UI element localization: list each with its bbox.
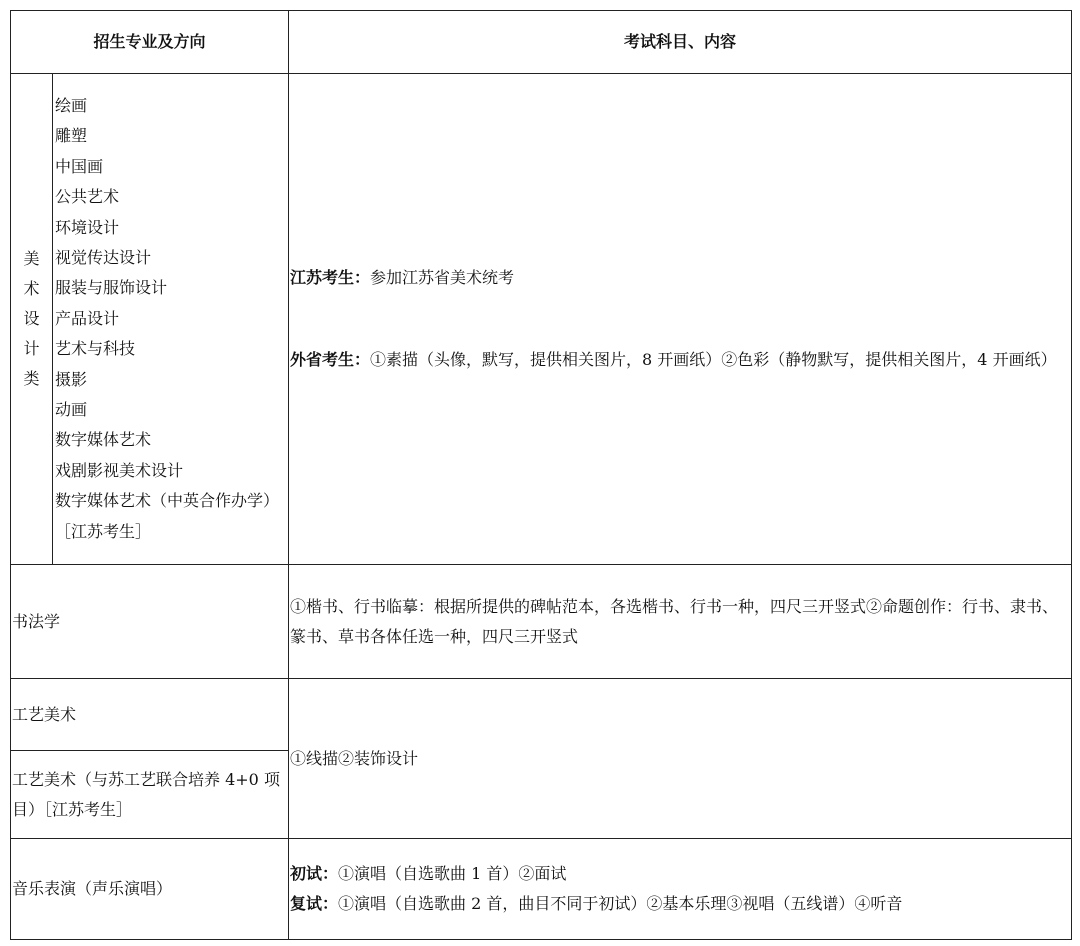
first-text: ①演唱（自选歌曲 1 首）②面试	[338, 864, 567, 883]
art-design-row	[11, 74, 1072, 565]
calligraphy-major: 书法学	[11, 565, 289, 679]
header-exam-content: 考试科目、内容	[289, 11, 1072, 74]
music-exam-content	[289, 839, 1072, 940]
other-province-requirement	[290, 345, 1069, 375]
other-label: 外省考生：	[290, 350, 371, 369]
category-char: 美	[23, 249, 40, 268]
music-major: 音乐表演（声乐演唱）	[11, 839, 289, 940]
jiangsu-requirement	[290, 263, 1069, 293]
crafts-row	[11, 679, 1072, 751]
second-exam	[290, 889, 1069, 919]
calligraphy-exam-content: ①楷书、行书临摹：根据所提供的碑帖范本，各选楷书、行书一种，四尺三开竖式②命题创作：行书、隶书、篆书、草书各体任选一种，四尺三开竖式	[289, 565, 1072, 679]
jiangsu-text: 参加江苏省美术统考	[370, 268, 515, 287]
major-item: 数字媒体艺术（中英合作办学）［江苏考生］	[55, 491, 280, 541]
first-label: 初试：	[290, 864, 339, 883]
category-char: 设	[23, 309, 40, 328]
music-row	[11, 839, 1072, 940]
header-row	[11, 11, 1072, 74]
major-item: 绘画	[55, 95, 88, 115]
art-design-majors	[53, 74, 289, 565]
major-item: 公共艺术	[55, 187, 120, 207]
major-item: 戏剧影视美术设计	[55, 460, 184, 480]
admission-exam-table	[10, 10, 1072, 940]
major-item: 数字媒体艺术	[55, 430, 152, 450]
major-item: 视觉传达设计	[55, 247, 152, 267]
category-art-design	[11, 74, 53, 565]
major-item: 动画	[55, 400, 88, 420]
other-text: ①素描（头像，默写，提供相关图片，8 开画纸）②色彩（静物默写，提供相关图片，4 开画纸）	[370, 350, 1057, 369]
major-item: 中国画	[55, 156, 104, 176]
crafts-exam-content: ①线描②装饰设计	[289, 679, 1072, 839]
first-exam	[290, 859, 1069, 889]
art-design-exam-content	[289, 74, 1072, 565]
header-major: 招生专业及方向	[11, 11, 289, 74]
category-char: 术	[23, 279, 40, 298]
second-text: ①演唱（自选歌曲 2 首，曲目不同于初试）②基本乐理③视唱（五线谱）④听音	[338, 894, 903, 913]
category-char: 计	[23, 339, 40, 358]
category-char: 类	[23, 369, 40, 388]
major-item: 环境设计	[55, 217, 120, 237]
major-item: 艺术与科技	[55, 339, 136, 359]
major-item: 产品设计	[55, 308, 120, 328]
calligraphy-row	[11, 565, 1072, 679]
crafts-joint-major: 工艺美术（与苏工艺联合培养 4+0 项目）［江苏考生］	[11, 751, 289, 839]
crafts-major: 工艺美术	[11, 679, 289, 751]
second-label: 复试：	[290, 894, 339, 913]
jiangsu-label: 江苏考生：	[290, 268, 371, 287]
major-item: 雕塑	[55, 126, 88, 146]
major-item: 摄影	[55, 369, 88, 389]
major-item: 服装与服饰设计	[55, 278, 168, 298]
